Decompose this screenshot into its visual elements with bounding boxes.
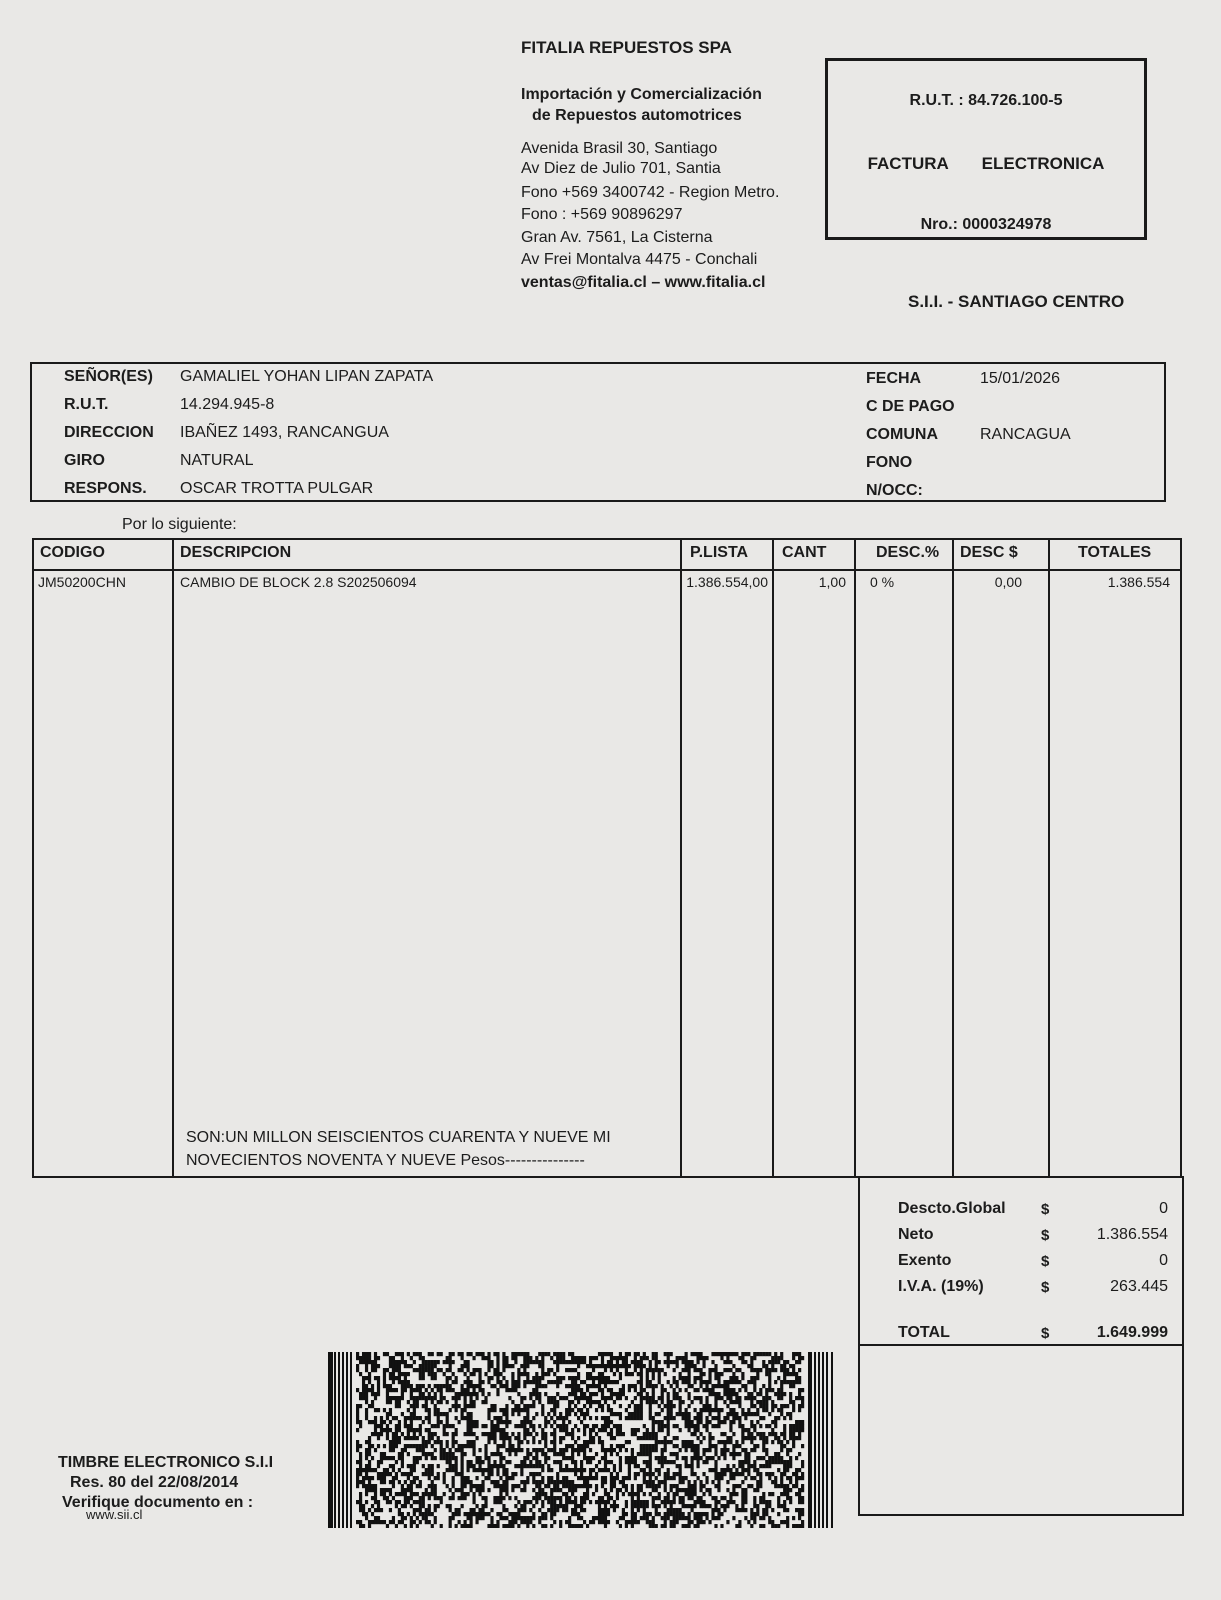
currency-symbol: $ [1041,1201,1050,1218]
company-name: FITALIA REPUESTOS SPA [521,38,732,57]
document-type-word2: ELECTRONICA [981,154,1105,173]
row-desc-amt: 0,00 [994,574,1022,590]
column-divider [1048,540,1050,1176]
exento-value: 0 [1159,1252,1168,1269]
amount-in-words [186,1126,686,1172]
direccion-label: DIRECCION [64,424,154,441]
comuna-value: RANCAGUA [980,426,1071,443]
senor-value: GAMALIEL YOHAN LIPAN ZAPATA [180,368,434,385]
respons-label: RESPONS. [64,480,147,497]
company-tagline-line2: de Repuestos automotrices [532,107,742,124]
header-desc-pct: DESC.% [876,544,940,561]
currency-symbol: $ [1041,1227,1050,1244]
company-contact: ventas@fitalia.cl – www.fitalia.cl [521,274,766,291]
timbre-url: www.sii.cl [86,1507,143,1522]
header-codigo: CODIGO [40,544,105,561]
fecha-label: FECHA [866,370,922,387]
descto-global-value: 0 [1159,1200,1168,1217]
column-divider [854,540,856,1176]
column-divider [172,540,174,1176]
row-descripcion: CAMBIO DE BLOCK 2.8 S202506094 [180,574,417,590]
total-label: TOTAL [898,1324,950,1341]
company-tagline-line1: Importación y Comercialización [521,86,762,103]
header-cant: CANT [782,544,827,561]
document-number: Nro.: 0000324978 [920,216,1052,233]
row-total: 1.386.554 [1107,574,1170,590]
currency-symbol: $ [1041,1279,1050,1296]
amount-in-words-line2: NOVECIENTOS NOVENTA Y NUEVE Pesos--------------- [186,1152,585,1169]
timbre-resolution: Res. 80 del 22/08/2014 [70,1474,239,1491]
rut-value: 14.294.945-8 [180,396,275,413]
timbre-verify: Verifique documento en : [62,1494,254,1511]
exento-label: Exento [898,1252,952,1269]
comuna-label: COMUNA [866,426,938,443]
column-divider [772,540,774,1176]
address-line: Av Diez de Julio 701, Santia [521,160,721,177]
totals-box [858,1176,1184,1516]
row-plista: 1.386.554,00 [686,574,768,590]
totals-divider [860,1344,1182,1346]
pdf417-barcode [328,1352,834,1528]
header-totales: TOTALES [1078,544,1152,561]
address-line: Avenida Brasil 30, Santiago [521,140,718,157]
table-header-divider [34,569,1180,571]
amount-in-words-line1: SON:UN MILLON SEISCIENTOS CUARENTA Y NUEVE MI [186,1129,611,1146]
row-desc-pct: 0 % [870,574,895,590]
address-line: Gran Av. 7561, La Cisterna [521,229,713,246]
cpago-label: C DE PAGO [866,398,955,415]
column-divider [952,540,954,1176]
document-id-box [825,58,1147,240]
currency-symbol: $ [1041,1325,1050,1342]
address-line: Fono +569 3400742 - Region Metro. [521,184,780,201]
items-table [32,538,1182,1178]
fono-label: FONO [866,454,913,471]
document-type-word1: FACTURA [867,154,949,173]
direccion-value: IBAÑEZ 1493, RANCANGUA [180,424,389,441]
senor-label: SEÑOR(ES) [64,368,153,385]
timbre-title: TIMBRE ELECTRONICO S.I.I [58,1454,274,1471]
currency-symbol: $ [1041,1253,1050,1270]
giro-value: NATURAL [180,452,254,469]
column-divider [680,540,682,1176]
rut-label: R.U.T. [64,396,109,413]
header-desc-amt: DESC $ [960,544,1018,561]
neto-label: Neto [898,1226,934,1243]
giro-label: GIRO [64,452,105,469]
descto-global-label: Descto.Global [898,1200,1006,1217]
total-value: 1.649.999 [1096,1324,1168,1341]
address-line: Fono : +569 90896297 [521,206,683,223]
header-descripcion: DESCRIPCION [180,544,292,561]
por-lo-siguiente: Por lo siguiente: [122,516,237,533]
respons-value: OSCAR TROTTA PULGAR [180,480,374,497]
neto-value: 1.386.554 [1096,1226,1168,1243]
iva-label: I.V.A. (19%) [898,1278,984,1295]
issuer-rut: R.U.T. : 84.726.100-5 [909,92,1063,109]
iva-value: 263.445 [1110,1278,1168,1295]
nocc-label: N/OCC: [866,482,923,499]
row-cant: 1,00 [818,574,846,590]
fecha-value: 15/01/2026 [980,370,1061,387]
row-codigo: JM50200CHN [38,574,126,590]
sii-office: S.I.I. - SANTIAGO CENTRO [908,292,1125,311]
address-line: Av Frei Montalva 4475 - Conchali [521,251,758,268]
document-type [828,154,1144,174]
client-info-box [30,362,1166,502]
header-plista: P.LISTA [690,544,749,561]
